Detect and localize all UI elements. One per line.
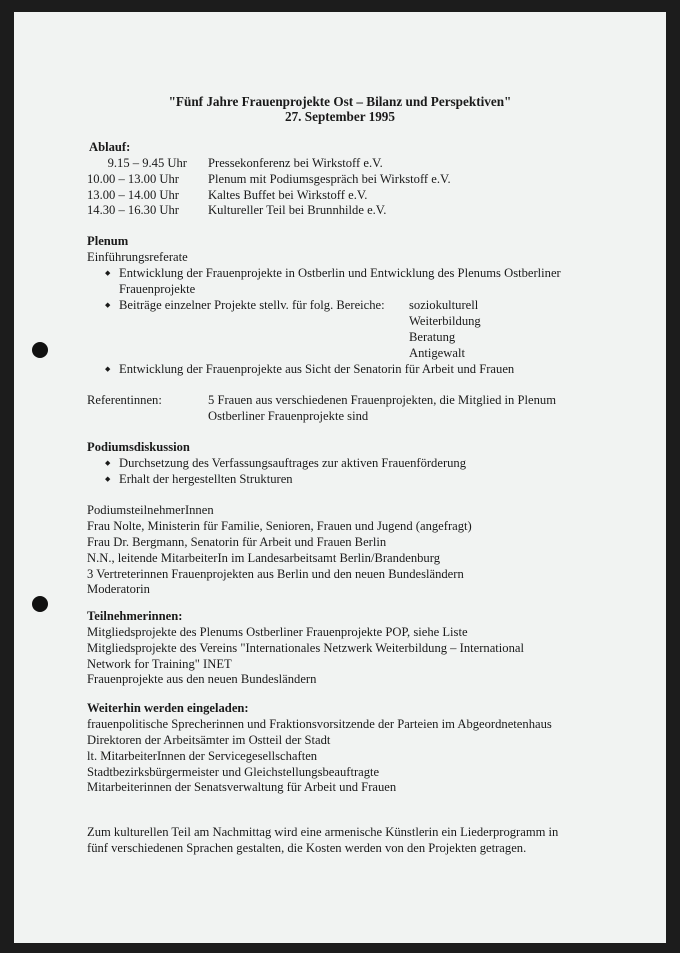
teilnehmerinnen-line: Mitgliedsprojekte des Plenums Ostberliner Frauenprojekte POP, siehe Liste xyxy=(87,625,468,639)
punch-hole-top xyxy=(32,342,48,358)
schedule-time: 14.30 – 16.30 Uhr xyxy=(87,203,179,217)
area-item: Antigewalt xyxy=(409,346,465,360)
podium-line: N.N., leitende MitarbeiterIn im Landesarbeitsamt Berlin/Brandenburg xyxy=(87,551,440,565)
schedule-text: Pressekonferenz bei Wirkstoff e.V. xyxy=(208,156,383,170)
referentinnen-text: Ostberliner Frauenprojekte sind xyxy=(208,409,369,423)
closing-paragraph-line: Zum kulturellen Teil am Nachmittag wird eine armenische Künstlerin ein Liederprogramm in xyxy=(87,825,559,839)
plenum-bullet-continued: Frauenprojekte xyxy=(119,282,196,296)
podium-line: PodiumsteilnehmerInnen xyxy=(87,503,214,517)
podium-line: Frau Dr. Bergmann, Senatorin für Arbeit und Frauen Berlin xyxy=(87,535,387,549)
schedule-time: 13.00 – 14.00 Uhr xyxy=(87,188,179,202)
weiterhin-heading: Weiterhin werden eingeladen: xyxy=(87,701,249,715)
schedule-text: Kultureller Teil bei Brunnhilde e.V. xyxy=(208,203,387,217)
schedule-text: Plenum mit Podiumsgespräch bei Wirkstoff e.V. xyxy=(208,172,451,186)
teilnehmerinnen-line: Network for Training" INET xyxy=(87,657,232,671)
document-date: 27. September 1995 xyxy=(284,109,395,124)
teilnehmerinnen-heading: Teilnehmerinnen: xyxy=(87,609,183,623)
weiterhin-line: Direktoren der Arbeitsämter im Ostteil der Stadt xyxy=(87,733,331,747)
podium-heading: Podiumsdiskussion xyxy=(87,440,190,454)
podium-line: Frau Nolte, Ministerin für Familie, Senioren, Frauen und Jugend (angefragt) xyxy=(87,519,472,533)
area-item: soziokulturell xyxy=(409,298,479,312)
teilnehmerinnen-line: Mitgliedsprojekte des Vereins "Internationales Netzwerk Weiterbildung – International xyxy=(87,641,524,655)
ablauf-heading: Ablauf: xyxy=(89,140,131,154)
podium-line: Moderatorin xyxy=(87,582,150,596)
podium-bullet: ◆ Durchsetzung des Verfassungsauftrages zur aktiven Frauenförderung xyxy=(119,456,466,471)
podium-line: 3 Vertreterinnen Frauenprojekten aus Berlin und den neuen Bundesländern xyxy=(87,567,464,581)
weiterhin-line: frauenpolitische Sprecherinnen und Fraktionsvorsitzende der Parteien im Abgeordnetenhaus xyxy=(87,717,552,731)
referentinnen-label: Referentinnen: xyxy=(87,393,162,407)
plenum-bullet: ◆ Entwicklung der Frauenprojekte in Ostberlin und Entwicklung des Plenums Ostberliner xyxy=(119,266,561,281)
weiterhin-line: Stadtbezirksbürgermeister und Gleichstellungsbeauftragte xyxy=(87,765,380,779)
weiterhin-line: Mitarbeiterinnen der Senatsverwaltung für Arbeit und Frauen xyxy=(87,780,397,794)
teilnehmerinnen-line: Frauenprojekte aus den neuen Bundesländern xyxy=(87,672,317,686)
punch-hole-bottom xyxy=(32,596,48,612)
plenum-bullet: ◆ Beiträge einzelner Projekte stellv. für folg. Bereiche: xyxy=(119,298,385,313)
schedule-time: 10.00 – 13.00 Uhr xyxy=(87,172,179,186)
area-item: Beratung xyxy=(409,330,456,344)
weiterhin-line: lt. MitarbeiterInnen der Servicegesellschaften xyxy=(87,749,318,763)
document-page xyxy=(14,12,666,943)
referentinnen-text: 5 Frauen aus verschiedenen Frauenprojekten, die Mitglied in Plenum xyxy=(208,393,556,407)
plenum-heading: Plenum xyxy=(87,234,129,248)
closing-paragraph-line: fünf verschiedenen Sprachen gestalten, die Kosten werden von den Projekten getragen. xyxy=(87,841,527,855)
document-title: "Fünf Jahre Frauenprojekte Ost – Bilanz und Perspektiven" xyxy=(168,94,512,109)
plenum-subheading: Einführungsreferate xyxy=(87,250,188,264)
schedule-text: Kaltes Buffet bei Wirkstoff e.V. xyxy=(208,188,368,202)
schedule-time: 9.15 – 9.45 Uhr xyxy=(107,156,187,170)
podium-bullet: ◆ Erhalt der hergestellten Strukturen xyxy=(119,472,293,487)
plenum-bullet: ◆ Entwicklung der Frauenprojekte aus Sicht der Senatorin für Arbeit und Frauen xyxy=(119,362,514,377)
area-item: Weiterbildung xyxy=(409,314,481,328)
